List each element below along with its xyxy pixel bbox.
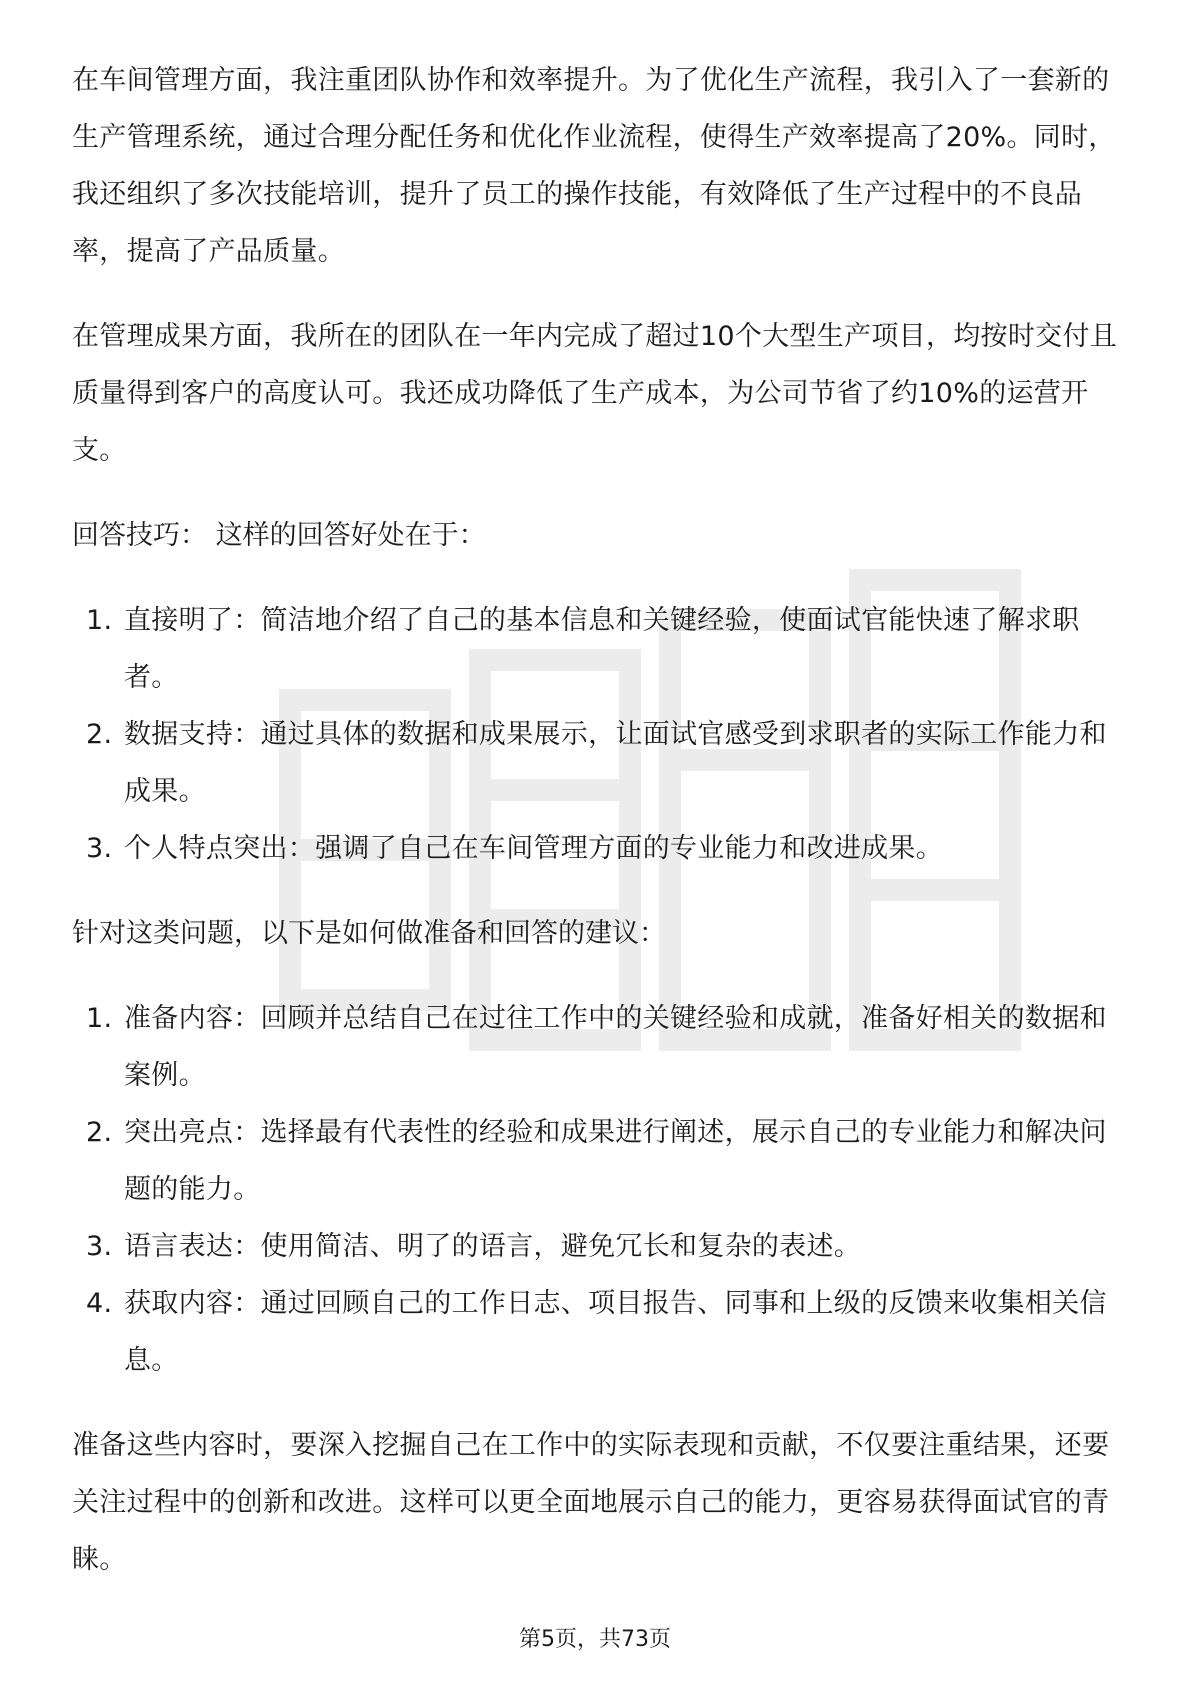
list-item-number: 3. bbox=[86, 833, 113, 864]
list-item-number: 1. bbox=[86, 1003, 113, 1034]
paragraph-management-results: 在管理成果方面，我所在的团队在一年内完成了超过10个大型生产项目，均按时交付且质量得到客户的高度认可。我还成功降低了生产成本，为公司节省了约10%的运营开支。 bbox=[72, 321, 1118, 466]
list-item-number: 1. bbox=[86, 605, 113, 636]
prep-heading: 针对这类问题，以下是如何做准备和回答的建议： bbox=[72, 918, 666, 949]
paragraph-workshop-management: 在车间管理方面，我注重团队协作和效率提升。为了优化生产流程，我引入了一套新的生产管理系统，通过合理分配任务和优化作业流程，使得生产效率提高了20%。同时，我还组织了多次技能培训，提升了员工的操作技能，有效降低了生产过程中的不良品率，提高了产品质量。 bbox=[72, 65, 1116, 267]
list-item-number: 4. bbox=[86, 1288, 113, 1319]
tips-heading: 回答技巧： 这样的回答好处在于： bbox=[72, 520, 486, 551]
list-item bbox=[72, 820, 1118, 877]
list-item-text: 个人特点突出：强调了自己在车间管理方面的专业能力和改进成果。 bbox=[124, 833, 943, 864]
list-item-number: 2. bbox=[86, 1117, 113, 1148]
list-item-text: 获取内容：通过回顾自己的工作日志、项目报告、同事和上级的反馈来收集相关信息。 bbox=[124, 1288, 1107, 1376]
list-item-text: 直接明了：简洁地介绍了自己的基本信息和关键经验，使面试官能快速了解求职者。 bbox=[124, 605, 1080, 693]
list-item-number: 3. bbox=[86, 1231, 113, 1262]
main-content bbox=[72, 52, 1118, 1616]
list-item-text: 准备内容：回顾并总结自己在过往工作中的关键经验和成就，准备好相关的数据和案例。 bbox=[124, 1003, 1107, 1091]
tips-list bbox=[72, 592, 1118, 877]
list-item-text: 数据支持：通过具体的数据和成果展示，让面试官感受到求职者的实际工作能力和成果。 bbox=[124, 719, 1107, 807]
list-item-text: 语言表达：使用简洁、明了的语言，避免冗长和复杂的表述。 bbox=[124, 1231, 862, 1262]
prep-list bbox=[72, 990, 1118, 1389]
paragraph-closing: 准备这些内容时，要深入挖掘自己在工作中的实际表现和贡献，不仅要注重结果，还要关注过程中的创新和改进。这样可以更全面地展示自己的能力，更容易获得面试官的青睐。 bbox=[72, 1430, 1110, 1575]
list-item bbox=[72, 990, 1118, 1104]
list-item-number: 2. bbox=[86, 719, 113, 750]
list-item bbox=[72, 1275, 1118, 1389]
list-item-text: 突出亮点：选择最有代表性的经验和成果进行阐述，展示自己的专业能力和解决问题的能力。 bbox=[124, 1117, 1107, 1205]
list-item bbox=[72, 1218, 1118, 1275]
list-item bbox=[72, 1104, 1118, 1218]
list-item bbox=[72, 592, 1118, 706]
page-number: 第5页，共73页 bbox=[519, 1627, 671, 1652]
list-item bbox=[72, 706, 1118, 820]
